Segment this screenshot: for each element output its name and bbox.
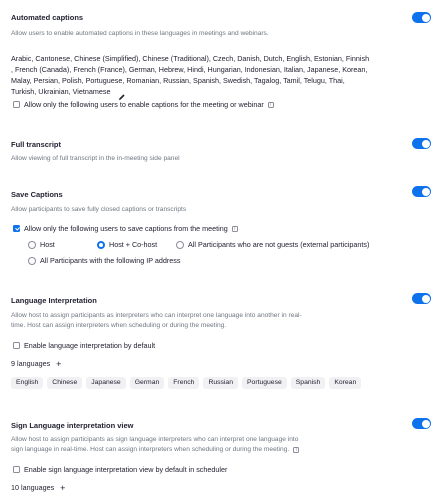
caption-languages-last-row [11, 86, 126, 97]
captions-users-option-label: Allow only the following users to enable captions for the meeting or webinar [24, 100, 264, 109]
language-chip[interactable]: Chinese [47, 377, 82, 389]
caption-languages-line: , French (Canada), French (France), German, Hebrew, Hindi, Hungarian, Indonesian, Italian, Japanese, Korean, [11, 65, 368, 74]
save-captions-users-option-label: Allow only the following users to save captions from the meeting [24, 224, 228, 233]
save-captions-title: Save Captions [11, 190, 63, 199]
sign-language-description: sign language in real-time. Host can assign interpreters when scheduling or during the meeting. [11, 446, 290, 453]
full-transcript-description: Allow viewing of full transcript in the in-meeting side panel [11, 155, 180, 162]
sign-language-default-checkbox[interactable] [13, 466, 20, 473]
interpretation-default-checkbox[interactable] [13, 342, 20, 349]
toggle-knob [422, 188, 430, 196]
radio-host-label: Host [40, 240, 55, 249]
full-transcript-title: Full transcript [11, 140, 62, 149]
interpretation-default-label: Enable language interpretation by default [24, 341, 156, 350]
add-sign-language-icon[interactable]: + [60, 482, 66, 493]
add-language-icon[interactable]: + [56, 358, 62, 369]
language-chip[interactable]: Spanish [291, 377, 326, 389]
sign-language-default-label: Enable sign language interpretation view by default in scheduler [24, 465, 228, 474]
radio-host-cohost-label: Host + Co-host [109, 240, 158, 249]
save-captions-users-option[interactable] [13, 223, 238, 234]
automated-captions-toggle[interactable] [412, 12, 431, 23]
radio-host-button[interactable] [28, 241, 36, 249]
language-chip[interactable]: German [130, 377, 165, 389]
radio-host-cohost-button[interactable] [97, 241, 105, 249]
language-interpretation-description: time. Host can assign interpreters when scheduling or during the meeting. [11, 322, 227, 329]
captions-users-checkbox[interactable] [13, 101, 20, 108]
save-captions-users-checkbox[interactable] [13, 225, 20, 232]
toggle-knob [422, 14, 430, 22]
sign-languages-count: 10 languages [11, 483, 55, 492]
automated-captions-title: Automated captions [11, 13, 84, 22]
interpretation-language-chips [11, 377, 361, 389]
language-chip[interactable]: Portuguese [242, 377, 287, 389]
automated-captions-description: Allow users to enable automated captions in these languages in meetings and webinars. [11, 30, 269, 37]
language-chip[interactable]: Japanese [86, 377, 125, 389]
sign-language-description-line2 [11, 445, 299, 455]
toggle-knob [422, 295, 430, 303]
caption-languages-line: Turkish, Ukrainian, Vietnamese [11, 87, 111, 96]
language-interpretation-title: Language Interpretation [11, 296, 97, 305]
save-captions-description: Allow participants to save fully closed captions or transcripts [11, 206, 187, 213]
captions-users-option[interactable] [13, 99, 274, 110]
radio-non-guests[interactable] [176, 239, 369, 250]
radio-non-guests-label: All Participants who are not guests (external participants) [188, 240, 370, 249]
language-chip[interactable]: French [168, 377, 199, 389]
radio-ip-address[interactable] [28, 255, 181, 266]
radio-host-cohost[interactable] [97, 239, 157, 250]
radio-host[interactable] [28, 239, 55, 250]
interpretation-languages-header [11, 358, 61, 369]
info-icon[interactable]: i [293, 447, 299, 453]
sign-language-description: Allow host to assign participants as sign language interpreters who can interpret one language into [11, 436, 299, 443]
language-interpretation-toggle[interactable] [412, 293, 431, 304]
info-icon[interactable]: i [268, 102, 274, 108]
caption-languages-line: Arabic, Cantonese, Chinese (Simplified), Chinese (Traditional), Czech, Danish, Dutch, English, Estonian, Finnish [11, 54, 370, 63]
language-chip[interactable]: English [11, 377, 43, 389]
toggle-knob [422, 140, 430, 148]
sign-languages-header [11, 482, 65, 493]
full-transcript-toggle[interactable] [412, 138, 431, 149]
sign-language-toggle[interactable] [412, 418, 431, 429]
caption-languages-line: Malay, Persian, Polish, Portuguese, Romanian, Russian, Spanish, Swedish, Tagalog, Tamil, Telugu, Thai, [11, 76, 345, 85]
language-chip[interactable]: Korean [329, 377, 361, 389]
edit-pencil-icon[interactable] [118, 88, 126, 96]
save-captions-toggle[interactable] [412, 186, 431, 197]
sign-language-title: Sign Language interpretation view [11, 421, 134, 430]
radio-non-guests-button[interactable] [176, 241, 184, 249]
radio-ip-address-label: All Participants with the following IP address [40, 256, 181, 265]
sign-language-default-option[interactable] [13, 464, 227, 475]
info-icon[interactable]: i [232, 226, 238, 232]
radio-ip-address-button[interactable] [28, 257, 36, 265]
language-chip[interactable]: Russian [203, 377, 238, 389]
toggle-knob [422, 420, 430, 428]
language-interpretation-description: Allow host to assign participants as interpreters who can interpret one language into another in real- [11, 312, 302, 319]
interpretation-languages-count: 9 languages [11, 359, 51, 368]
interpretation-default-option[interactable] [13, 340, 155, 351]
